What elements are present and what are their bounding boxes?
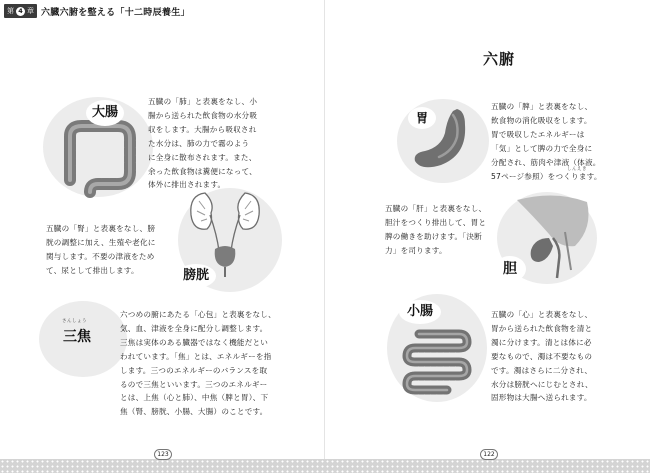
right-kidney bbox=[238, 193, 259, 229]
text-line: 胆汁をつくり排出して、胃と bbox=[385, 217, 487, 227]
organ-label-daicho: 大腸 bbox=[86, 100, 124, 126]
footer-pattern bbox=[0, 459, 650, 473]
text-line: 六つめの腑にあたる「心包」と表裏をなし、 bbox=[120, 310, 276, 319]
page-number-right: 122 bbox=[480, 449, 498, 460]
organ-label-tan: 胆 bbox=[494, 256, 526, 282]
sanshou-ruby: さんしょう bbox=[62, 319, 87, 324]
sanshou-description bbox=[120, 308, 276, 419]
text-line: 要なもので、濁は不要なもの bbox=[491, 351, 593, 361]
text-line: 五臓の「肝」と表裏をなし、 bbox=[385, 204, 487, 213]
organ-label-shouchou: 小腸 bbox=[399, 300, 441, 324]
stomach-illustration bbox=[395, 95, 495, 185]
text-line: て、尿として排出します。 bbox=[46, 265, 139, 275]
text-line: 分配され、筋肉や津液（体液。 bbox=[491, 157, 601, 167]
text-line: 飲食物の消化吸収をします。 bbox=[491, 115, 592, 125]
text-line: 胱の調整に加え、生殖や老化に bbox=[46, 237, 156, 247]
text-line: 固形物は大腸へ送られます。 bbox=[491, 393, 592, 403]
text-line: 収をします。大腸から吸収され bbox=[148, 124, 257, 134]
text-line: るので三焦といいます。三つのエネルギー bbox=[120, 379, 268, 389]
daicho-description bbox=[148, 95, 257, 192]
text-line: 五臓の「脾」と表裏をなし、 bbox=[491, 102, 593, 111]
text-line: します。三つのエネルギーのバランスを取 bbox=[120, 365, 268, 375]
text-line: です。濁はさらに二分され、 bbox=[491, 365, 593, 375]
text-line: 「気」として脾の力で全身に bbox=[491, 143, 593, 153]
page-gutter bbox=[324, 0, 325, 460]
shineki-ruby: しんえき bbox=[567, 167, 587, 172]
text-line: に全身に散布されます。また、 bbox=[148, 152, 257, 162]
text-line: た水分は、肺の力で霧のよう bbox=[148, 138, 250, 148]
text-line: 57ページ参照）をつくります。 bbox=[491, 171, 602, 181]
text-line: 焦（腎、膀胱、小腸、大腸）のことです。 bbox=[120, 407, 268, 417]
text-line: 水分は膀胱へにじむとされ、 bbox=[491, 379, 593, 389]
text-line: われています。「焦」とは、エネルギーを指 bbox=[120, 351, 272, 361]
text-line: 腸から送られた飲食物の水分吸 bbox=[148, 110, 258, 120]
boukou-description bbox=[46, 222, 156, 278]
organ-label-boukou: 膀胱 bbox=[176, 264, 216, 288]
text-line: 力」を司ります。 bbox=[385, 245, 447, 255]
text-line: 五臓の「腎」と表裏をなし、膀 bbox=[46, 224, 156, 233]
text-line: 体外に排出されます。 bbox=[148, 180, 226, 190]
text-line: 五臓の「心」と表裏をなし、 bbox=[491, 310, 593, 319]
text-line: 胃から送られた飲食物を清と bbox=[491, 323, 593, 333]
chapter-prefix: 第 bbox=[7, 7, 14, 15]
text-line: 関与します。不要の津液をため bbox=[46, 251, 155, 261]
organ-label-i: 胃 bbox=[408, 107, 436, 129]
running-header bbox=[4, 3, 190, 19]
text-line: 胃で吸収したエネルギーは bbox=[491, 129, 585, 139]
organ-label-sanshou: 三焦 bbox=[63, 329, 91, 345]
text-line: 気、血、津液を全身に配分し調整します。 bbox=[120, 323, 268, 333]
page-number-left: 123 bbox=[154, 449, 172, 460]
text-line: 脾の働きを助けます。「決断 bbox=[385, 231, 482, 241]
chapter-number: 4 bbox=[16, 7, 25, 16]
text-line: 五臓の「肺」と表裏をなし、小 bbox=[148, 97, 258, 106]
text-line: とは、上焦（心と肺）、中焦（脾と胃）、下 bbox=[120, 393, 269, 403]
text-line: 濁に分けます。清とは体に必 bbox=[491, 337, 592, 347]
chapter-badge bbox=[4, 4, 37, 18]
tan-description bbox=[385, 202, 486, 258]
chapter-title: 六臓六腑を整える「十二時辰養生」 bbox=[41, 7, 190, 18]
shouchou-description bbox=[491, 308, 593, 405]
chapter-suffix: 章 bbox=[27, 7, 34, 15]
text-line: 三焦は実体のある臓器ではなく機能だとい bbox=[120, 337, 269, 347]
left-kidney bbox=[191, 193, 212, 229]
text-line: 余った飲食物は糞便になって、 bbox=[148, 166, 257, 176]
section-title: 六腑 bbox=[483, 50, 516, 68]
